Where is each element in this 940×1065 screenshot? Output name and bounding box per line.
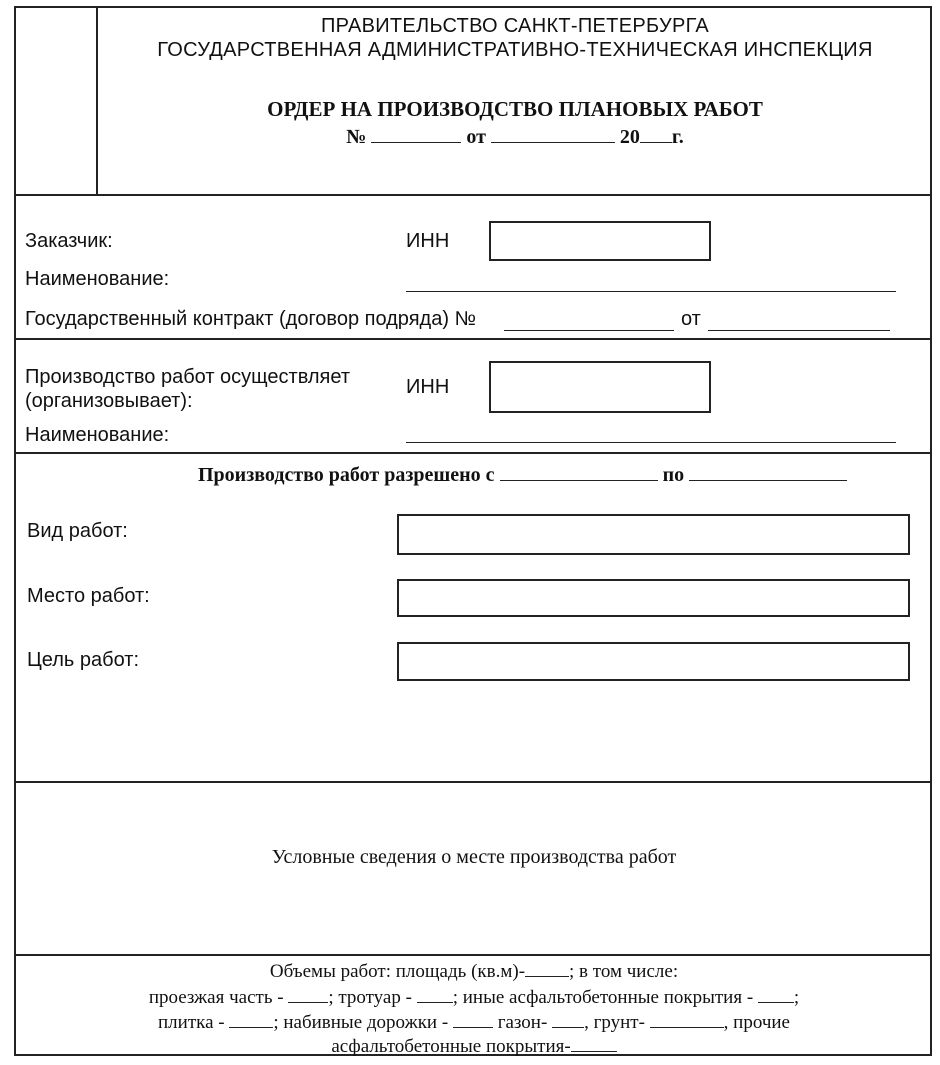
year-suffix: г.: [671, 126, 684, 148]
roadway-label: проезжая часть -: [148, 987, 284, 1008]
paths-label: ; набивные дорожки -: [273, 1012, 449, 1033]
date-from-label: от: [466, 126, 486, 148]
volumes-area-label: Объемы работ: площадь (кв.м)-: [269, 961, 526, 982]
number-sign: №: [346, 126, 367, 148]
gov-name: ПРАВИТЕЛЬСТВО САНКТ-ПЕТЕРБУРГА: [320, 15, 710, 37]
divider-site: [16, 954, 930, 956]
year-prefix: 20: [619, 126, 640, 148]
contract-number-line[interactable]: [504, 330, 674, 331]
customer-inn-field[interactable]: [489, 221, 711, 261]
lawn-label: газон-: [497, 1012, 548, 1033]
area-blank[interactable]: [525, 958, 569, 977]
order-form: [14, 6, 932, 1056]
permit-from-label: Производство работ разрешено с: [198, 464, 495, 486]
tile-blank[interactable]: [229, 1009, 273, 1028]
other-asphalt2-label: асфальтобетонные покрытия-: [331, 1036, 571, 1057]
contractor-name-label: Наименование:: [25, 424, 170, 446]
divider-permit: [16, 781, 930, 783]
ground-blank[interactable]: [650, 1009, 724, 1028]
customer-label: Заказчик:: [25, 230, 113, 252]
permit-to-blank[interactable]: [689, 462, 847, 481]
contract-from-label: от: [681, 308, 701, 330]
order-number-blank[interactable]: [371, 124, 461, 143]
other-label: , прочие: [723, 1012, 790, 1033]
other-asphalt-blank[interactable]: [758, 984, 794, 1003]
customer-name-label: Наименование:: [25, 268, 170, 290]
divider-contractor: [16, 452, 930, 454]
work-place-label: Место работ:: [27, 585, 150, 607]
contract-date-line[interactable]: [708, 330, 890, 331]
year-blank[interactable]: [640, 124, 672, 143]
customer-inn-label: ИНН: [406, 230, 450, 252]
work-type-field[interactable]: [397, 514, 910, 555]
volumes-line4: [16, 1033, 932, 1058]
work-type-label: Вид работ:: [27, 520, 128, 542]
line2-end: ;: [793, 987, 800, 1008]
permit-from-blank[interactable]: [500, 462, 658, 481]
permit-to-label: по: [662, 464, 685, 486]
contractor-inn-label: ИНН: [406, 376, 450, 398]
work-place-field[interactable]: [397, 579, 910, 617]
other-asphalt-label: ; иные асфальтобетонные покрытия -: [452, 987, 754, 1008]
divider-customer: [16, 338, 930, 340]
volumes-line1: [16, 958, 932, 984]
contractor-inn-field[interactable]: [489, 361, 711, 413]
sidewalk-label: ; тротуар -: [328, 987, 412, 1008]
sidewalk-blank[interactable]: [417, 984, 453, 1003]
order-number-line: [98, 124, 932, 150]
contractor-label-line1: Производство работ осуществляет: [25, 366, 350, 388]
ground-label: , грунт-: [584, 1012, 645, 1033]
divider-header: [16, 194, 930, 196]
order-title: ОРДЕР НА ПРОИЗВОДСТВО ПЛАНОВЫХ РАБОТ: [267, 97, 763, 121]
tile-label: плитка -: [158, 1012, 225, 1033]
volumes-including: ; в том числе:: [569, 961, 679, 982]
work-goal-label: Цель работ:: [27, 649, 140, 671]
volumes-line3: [16, 1009, 932, 1035]
work-goal-field[interactable]: [397, 642, 910, 681]
inspection-name: ГОСУДАРСТВЕННАЯ АДМИНИСТРАТИВНО-ТЕХНИЧЕСКАЯ ИНСПЕКЦИЯ: [157, 39, 873, 61]
lawn-blank[interactable]: [552, 1009, 584, 1028]
contractor-label-line2: (организовывает):: [25, 390, 193, 412]
paths-blank[interactable]: [453, 1009, 493, 1028]
volumes-line2: [16, 984, 932, 1010]
customer-name-line[interactable]: [406, 291, 896, 292]
contractor-name-line[interactable]: [406, 442, 896, 443]
site-info-label: Условные сведения о месте производства работ: [271, 846, 677, 868]
permit-period: [198, 462, 847, 487]
other-asphalt2-blank[interactable]: [571, 1033, 617, 1052]
roadway-blank[interactable]: [288, 984, 328, 1003]
contract-label: Государственный контракт (договор подряда) №: [25, 308, 476, 330]
order-date-blank[interactable]: [491, 124, 615, 143]
